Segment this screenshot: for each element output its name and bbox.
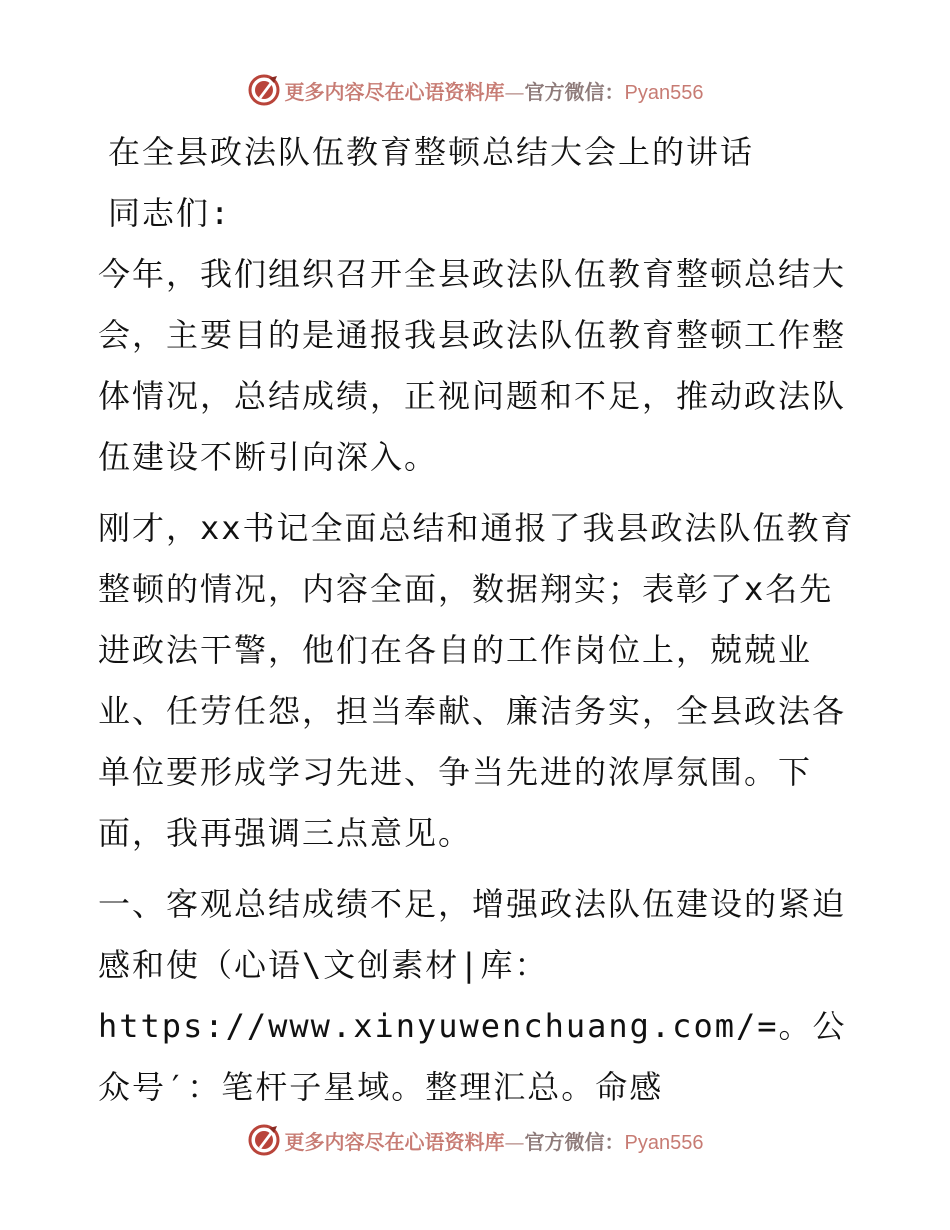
- paragraph: 一、客观总结成绩不足，增强政法队伍建设的紧迫感和使（心语\文创素材|库：https://www.xinyuwenchuang.com/=。公众号′：笔杆子星域。整理汇总。命感: [98, 885, 847, 1106]
- paragraph: 今年，我们组织召开全县政法队伍教育整顿总结大会，主要目的是通报我县政法队伍教育整顿工作整体情况，总结成绩，正视问题和不足，推动政法队伍建设不断引向深入。: [98, 255, 847, 476]
- watermark-text: 更多内容尽在心语资料库—官方微信：Pyan556: [284, 1129, 704, 1154]
- greeting: 同志们:: [108, 194, 232, 232]
- paragraph: 刚才，xx书记全面总结和通报了我县政法队伍教育整顿的情况，内容全面，数据翔实；表彰了x名先进政法干警，他们在各自的工作岗位上，兢兢业业、任劳任怨，担当奉献、廉洁务实，全县政法各单位要形成学习先进、争当先进的浓厚氛围。下面，我再强调三点意见。: [98, 509, 855, 852]
- watermark-text: 更多内容尽在心语资料库—官方微信：Pyan556: [284, 79, 704, 104]
- header-watermark: [0, 70, 950, 110]
- footer-watermark: [0, 1120, 950, 1160]
- pen-in-circle-icon: [247, 1123, 281, 1157]
- document-body: [98, 122, 858, 1128]
- pen-in-circle-icon: [247, 73, 281, 107]
- document-title: 在全县政法队伍教育整顿总结大会上的讲话: [108, 133, 755, 171]
